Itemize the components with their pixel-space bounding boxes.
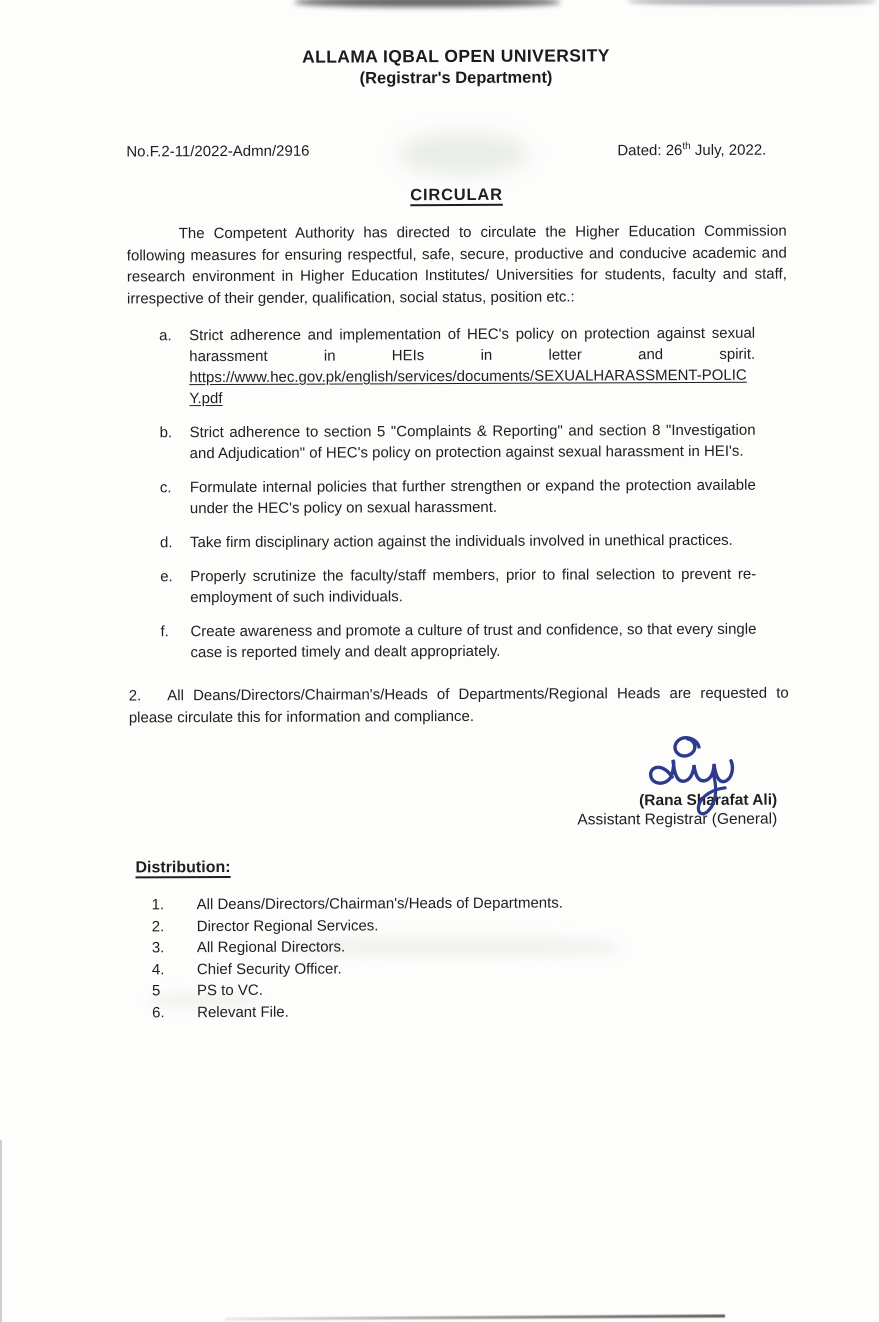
distribution-item-2 <box>152 913 790 937</box>
document-date <box>617 141 786 160</box>
list-item-b <box>160 420 756 465</box>
closing-paragraph <box>129 683 789 729</box>
distribution-number: 4. <box>151 960 165 978</box>
list-item-f <box>160 619 756 664</box>
item-text: Take firm disciplinary action against the individuals involved in unethical practices. <box>189 531 733 552</box>
item-label: e. <box>160 568 173 586</box>
list-item-c <box>160 475 756 520</box>
distribution-text: All Regional Directors. <box>196 938 346 957</box>
reference-row <box>126 141 786 162</box>
item-a-text: Strict adherence and implementation of HEC's policy on protection against sexual harassment in HEIs in letter and spirit. <box>189 324 756 366</box>
distribution-number: 1. <box>151 896 165 914</box>
item-label: b. <box>159 424 173 442</box>
item-label: d. <box>159 534 173 552</box>
distribution-number: 5 <box>151 982 161 1000</box>
distribution-text: PS to VC. <box>196 981 263 1000</box>
distribution-list <box>130 892 791 1024</box>
closing-paragraph-text: All Deans/Directors/Chairman's/Heads of Departments/Regional Heads are requested to please circulate this for information and compliance. <box>128 684 789 726</box>
item-label: c. <box>159 479 172 497</box>
document-title: CIRCULAR <box>410 185 503 205</box>
title-row <box>126 185 786 207</box>
distribution-number: 6. <box>152 1003 165 1021</box>
distribution-text: Chief Security Officer. <box>196 960 342 978</box>
department-name: (Registrar's Department) <box>359 68 553 88</box>
item-label: f. <box>160 623 169 641</box>
scan-bottom-line <box>225 1314 725 1320</box>
scan-smudge-top <box>295 0 560 7</box>
paragraph-number: 2. <box>128 687 142 705</box>
item-text: Strict adherence to section 5 "Complaints & Reporting" and section 8 "Investigation and Adjudication" of HEC's policy on protection against sexual harassment in HEI's. <box>189 421 756 463</box>
university-name: ALLAMA IQBAL OPEN UNIVERSITY <box>301 45 610 67</box>
scan-smudge-top-right <box>628 0 876 5</box>
item-label: a. <box>159 327 172 345</box>
distribution-text: Director Regional Services. <box>196 916 379 935</box>
hec-policy-link: https://www.hec.gov.pk/english/services/documents/SEXUALHARASSMENT-POLICY.pdf <box>189 366 747 408</box>
signature-block <box>129 792 789 832</box>
distribution-number: 2. <box>151 917 165 935</box>
distribution-number: 3. <box>151 939 165 957</box>
item-text: Create awareness and promote a culture of trust and confidence, so that every single case is reported timely and dealt appropriately. <box>190 620 757 662</box>
list-item-e <box>160 564 756 609</box>
list-item-d <box>160 530 756 554</box>
handwritten-signature <box>641 732 737 820</box>
distribution-text: All Deans/Directors/Chairman's/Heads of Departments. <box>196 894 563 914</box>
item-text <box>189 323 755 409</box>
date-ordinal-suffix: th <box>682 140 691 153</box>
distribution-text: Relevant File. <box>197 1003 289 1021</box>
document-content <box>126 45 790 1024</box>
date-prefix: Dated: 26 <box>617 142 683 160</box>
reference-number: No.F.2-11/2022-Admn/2916 <box>126 142 310 161</box>
distribution-heading: Distribution: <box>135 858 231 877</box>
distribution-item-1 <box>152 892 790 916</box>
distribution-item-3 <box>152 935 790 959</box>
item-text: Formulate internal policies that further strengthen or expand the protection available under the HEC's policy on sexual harassment. <box>189 476 756 518</box>
distribution-item-4 <box>152 956 790 980</box>
distribution-section <box>129 857 790 1024</box>
scan-left-edge <box>0 1140 2 1322</box>
date-suffix: July, 2022. <box>690 141 767 159</box>
measures-list <box>127 323 788 664</box>
item-text: Properly scrutinize the faculty/staff members, prior to final selection to prevent re-employment of such individuals. <box>190 565 757 607</box>
distribution-item-6 <box>152 999 790 1023</box>
signatory-designation: Assistant Registrar (General) <box>577 810 778 829</box>
signatory-name: (Rana Sharafat Ali) <box>639 791 778 810</box>
list-item-a <box>159 323 755 410</box>
opening-paragraph: The Competent Authority has directed to circulate the Higher Education Commission following measures for ensuring respectful, safe, secure, productive and conducive academic and research environment in Higher Education Institutes/ Universities for students, faculty and staff, irrespective of their gender, qualification, social status, position etc.: <box>126 222 787 307</box>
distribution-item-5 <box>152 978 790 1002</box>
